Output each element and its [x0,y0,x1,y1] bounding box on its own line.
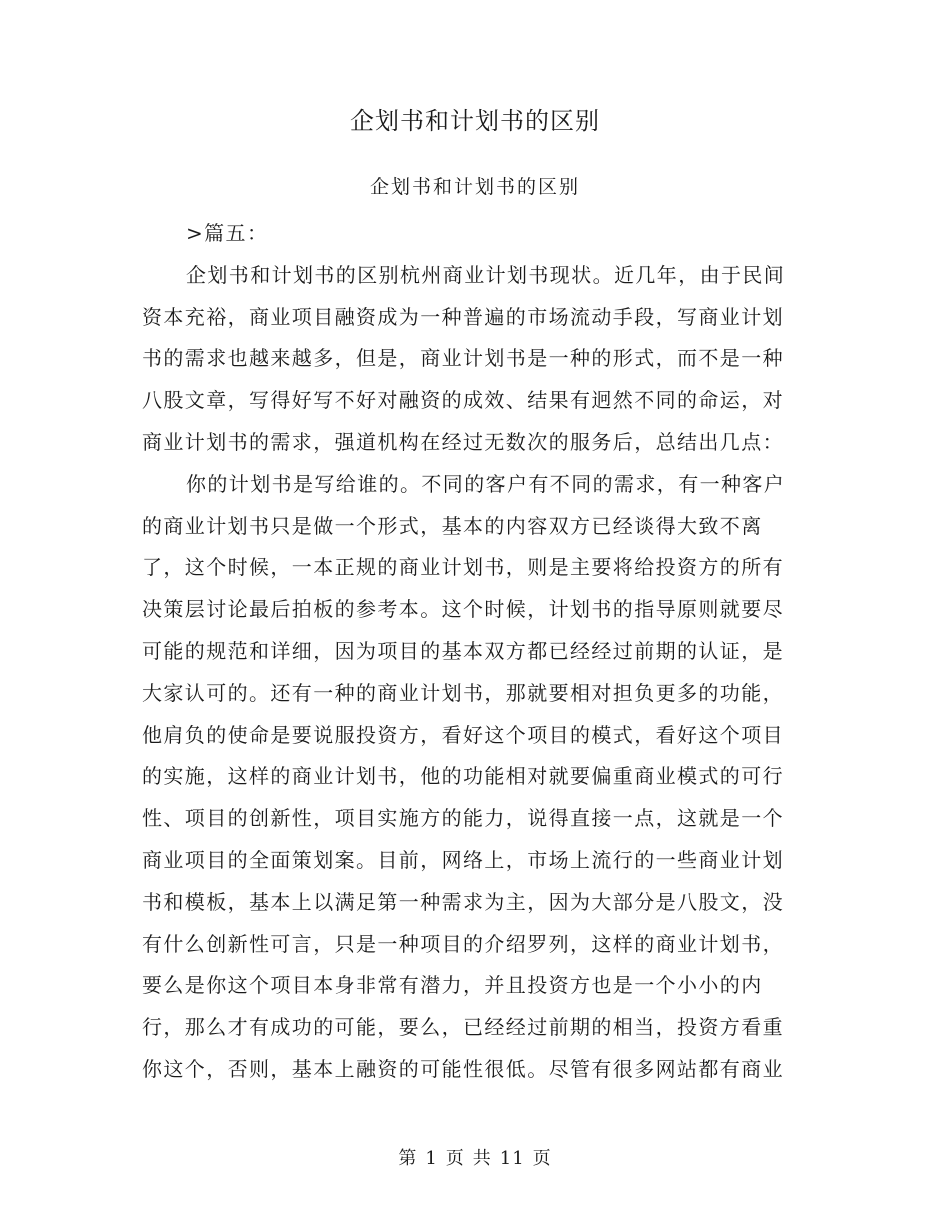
section-marker: >篇五： [186,221,269,245]
total-pages-number: 11 [499,1148,525,1169]
paragraph-line: 商业计划书的需求，强道机构在经过无数次的服务后，总结出几点： [142,429,784,454]
document-subtitle: 企划书和计划书的区别 [369,176,580,198]
paragraph-line: 八股文章，写得好写不好对融资的成效、结果有迥然不同的命运，对 [142,388,784,413]
paragraph-line: 企划书和计划书的区别杭州商业计划书现状。近几年，由于民间 [186,262,786,287]
paragraph-line: 大家认可的。还有一种的商业计划书，那就要相对担负更多的功能， [142,680,784,705]
paragraph-line: 的商业计划书只是做一个形式，基本的内容双方已经谈得大致不离 [142,513,763,538]
paragraph-line: 书和模板，基本上以满足第一种需求为主，因为大部分是八股文，没 [142,889,784,914]
paragraph-line: 可能的规范和详细，因为项目的基本双方都已经经过前期的认证，是 [142,638,784,663]
paragraph-line: 资本充裕，商业项目融资成为一种普遍的市场流动手段，写商业计划 [142,304,784,329]
page-footer [0,1146,950,1172]
paragraph-line: 有什么创新性可言，只是一种项目的介绍罗列，这样的商业计划书， [142,931,784,956]
footer-total-prefix: 共 [472,1148,492,1169]
paragraph-line: 行，那么才有成功的可能，要么，已经经过前期的相当，投资方看重 [142,1015,784,1040]
current-page-number: 1 [425,1148,438,1169]
paragraph-line: 性、项目的创新性，项目实施方的能力，说得直接一点，这就是一个 [142,806,784,831]
footer-page-label: 页 [445,1148,465,1169]
document-body [142,213,792,1091]
paragraph-line: 你这个，否则，基本上融资的可能性很低。尽管有很多网站都有商业 [142,1056,784,1081]
paragraph-line: 了，这个时候，一本正规的商业计划书，则是主要将给投资方的所有 [142,555,784,580]
paragraph-line: 书的需求也越来越多，但是，商业计划书是一种的形式，而不是一种 [142,346,784,371]
paragraph-line: 商业项目的全面策划案。目前，网络上，市场上流行的一些商业计划 [142,847,784,872]
paragraph-line: 你的计划书是写给谁的。不同的客户有不同的需求，有一种客户 [186,471,786,496]
paragraph-line: 他肩负的使命是要说服投资方，看好这个项目的模式，看好这个项目 [142,722,784,747]
footer-prefix: 第 [398,1148,418,1169]
paragraph-line: 决策层讨论最后拍板的参考本。这个时候，计划书的指导原则就要尽 [142,597,784,622]
paragraph-line: 的实施，这样的商业计划书，他的功能相对就要偏重商业模式的可行 [142,764,784,789]
footer-suffix: 页 [532,1148,552,1169]
paragraph-line: 要么是你这个项目本身非常有潜力，并且投资方也是一个小小的内 [142,973,763,998]
document-title: 企划书和计划书的区别 [350,107,600,135]
